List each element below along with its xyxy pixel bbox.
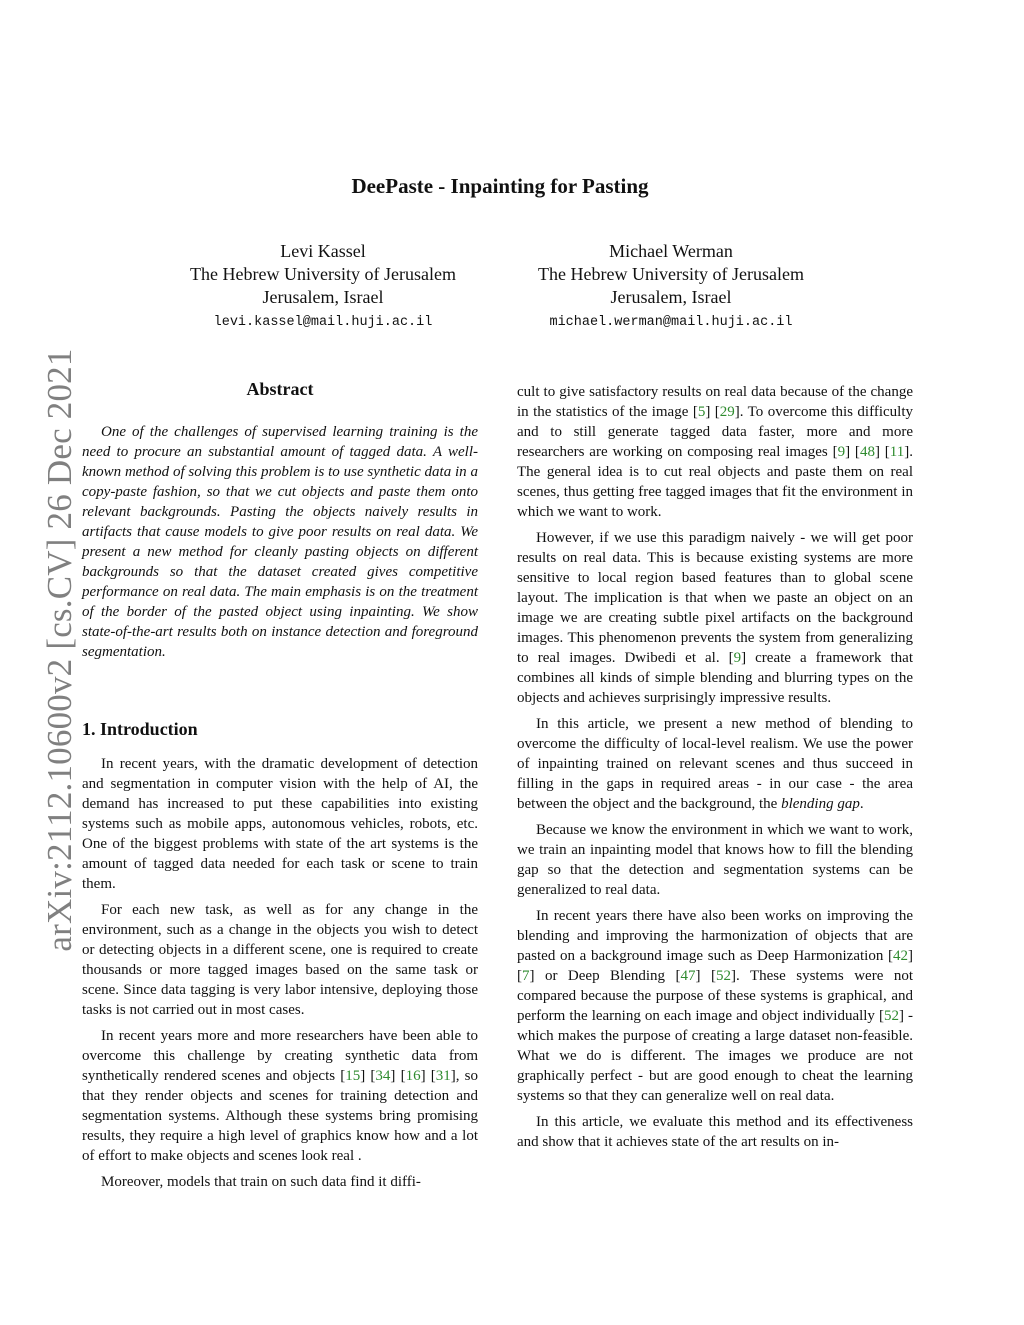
citation-link[interactable]: 34 — [375, 1068, 391, 1084]
abstract-text: One of the challenges of supervised learning training is the need to procure an substantial amount of tagged data. A well-known method of solving this problem is to use synthetic data in a copy-paste fashion, so that we cut objects and paste them onto relevant backgrounds. Pasting the objects naively results in artifacts that cause models to give poor results on real data. We present a new method for cleanly pasting objects on different backgrounds so that the dataset created gives competitive performance on real data. The main emphasis is on the treatment of the border of the pasted object using inpainting. We show state-of-the-art results both on instance detection and foreground segmentation. — [82, 424, 478, 660]
author-location: Jerusalem, Israel — [610, 287, 732, 307]
citation-link[interactable]: 9 — [733, 650, 742, 666]
citation-link[interactable]: 16 — [405, 1068, 421, 1084]
paragraph: In recent years more and more researchers have been able to overcome this challenge by creating synthetic data from synthetically rendered scenes and objects [15] [34] [16] [31], so that they render objects and scenes for training detection and segmentation systems. Although these systems bring promising results, they require a high level of graphics know how and a lot of effort to make objects and scenes look real . — [82, 1028, 479, 1164]
arxiv-identifier: arXiv:2112.10600v2 [cs.CV] 26 Dec 2021 — [40, 348, 79, 952]
author-name: Michael Werman — [609, 241, 733, 261]
author-affiliation: The Hebrew University of Jerusalem — [190, 264, 456, 284]
citation-link[interactable]: 52 — [883, 1008, 899, 1024]
right-column-body — [517, 382, 913, 1152]
citation-link[interactable]: 52 — [716, 968, 731, 984]
paper-title: DeePaste - Inpainting for Pasting — [351, 174, 649, 198]
paragraph: In this article, we evaluate this method and its effectiveness and show that it achieves state of the art results on in- — [517, 1114, 913, 1150]
abstract-heading: Abstract — [246, 379, 314, 399]
citation-link[interactable]: 48 — [859, 444, 875, 460]
paragraph: For each new task, as well as for any change in the environment, such as a change in the objects you wish to detect or detecting objects in a different scene, one is required to create thousands or more tagged images based on the same task or scene. Since data tagging is very labor intensive, deploying those tasks is not carried out in most cases. — [82, 902, 478, 1018]
citation-link[interactable]: 31 — [435, 1068, 451, 1084]
paragraph: In recent years there have also been works on improving the blending and improving the harmonization of objects that are pasted on a background image such as Deep Harmonization [42] [7] or Deep Blending [47] [52]. These systems were not compared because the purpose of these systems is graphical, and perform the learning on each image and object individually [52] - which makes the purpose of creating a large dataset non-feasible. What we do is different. The images we produce are not graphically perfect - but are good enough to cheat the learning systems so that they can generalize well on real data. — [517, 908, 913, 1104]
author-email[interactable]: michael.werman@mail.huji.ac.il — [549, 315, 793, 330]
paragraph: cult to give satisfactory results on real data because of the change in the statistics of the image [5] [29]. To overcome this difficulty and to still generate tagged data faster, more and more researchers are working on composing real images [9] [48] [11]. The general idea is to cut real objects and paste them on real scenes, thus getting free tagged images that fit the environment in which we want to work. — [517, 384, 913, 520]
author-location: Jerusalem, Israel — [262, 287, 384, 307]
citation-link[interactable]: 9 — [837, 444, 846, 460]
abstract-body — [82, 422, 478, 662]
author-name: Levi Kassel — [280, 241, 366, 261]
left-column-body — [82, 754, 478, 1192]
paragraph: However, if we use this paradigm naively - we will get poor results on real data. This is because existing systems are more sensitive to local region based features than to global scene layout. The implication is that when we paste an object on an image we are creating subtle pixel artifacts on the background images. This phenomenon prevents the system from generalizing to real images. Dwibedi et al. [9] create a framework that combines all kinds of simple blending and blurring types on the objects and achieves surprisingly impressive results. — [517, 530, 913, 706]
citation-link[interactable]: 29 — [719, 404, 735, 420]
author-affiliation: The Hebrew University of Jerusalem — [538, 264, 804, 284]
citation-link[interactable]: 11 — [889, 444, 905, 460]
citation-link[interactable]: 7 — [522, 968, 530, 984]
paragraph: In recent years, with the dramatic development of detection and segmentation in computer vision with the help of AI, the demand has increased to put these capabilities into existing systems such as mobile apps, autonomous vehicles, robots, etc. One of the biggest problems with state of the art systems is the amount of tagged data needed for each task or scene to train them. — [82, 756, 478, 892]
section-heading-introduction: 1. Introduction — [82, 719, 198, 739]
paragraph: Moreover, models that train on such data find it diffi- — [101, 1174, 421, 1190]
citation-link[interactable]: 15 — [345, 1068, 361, 1084]
citation-link[interactable]: 5 — [697, 404, 706, 420]
citation-link[interactable]: 42 — [893, 948, 908, 964]
paragraph: In this article, we present a new method of blending to overcome the difficulty of local-level realism. We use the power of inpainting trained on relevant scenes and thus succeed in filling in the gaps in required areas - in our case - the area between the object and the background, the blending gap. — [517, 716, 913, 812]
author-block-2 — [506, 240, 836, 337]
author-block-1 — [158, 240, 488, 337]
citation-link[interactable]: 47 — [680, 968, 696, 984]
author-email[interactable]: levi.kassel@mail.huji.ac.il — [213, 315, 433, 330]
paragraph: Because we know the environment in which we want to work, we train an inpainting model that knows how to fill the blending gap so that the detection and segmentation systems can be generalized to real data. — [517, 822, 913, 898]
